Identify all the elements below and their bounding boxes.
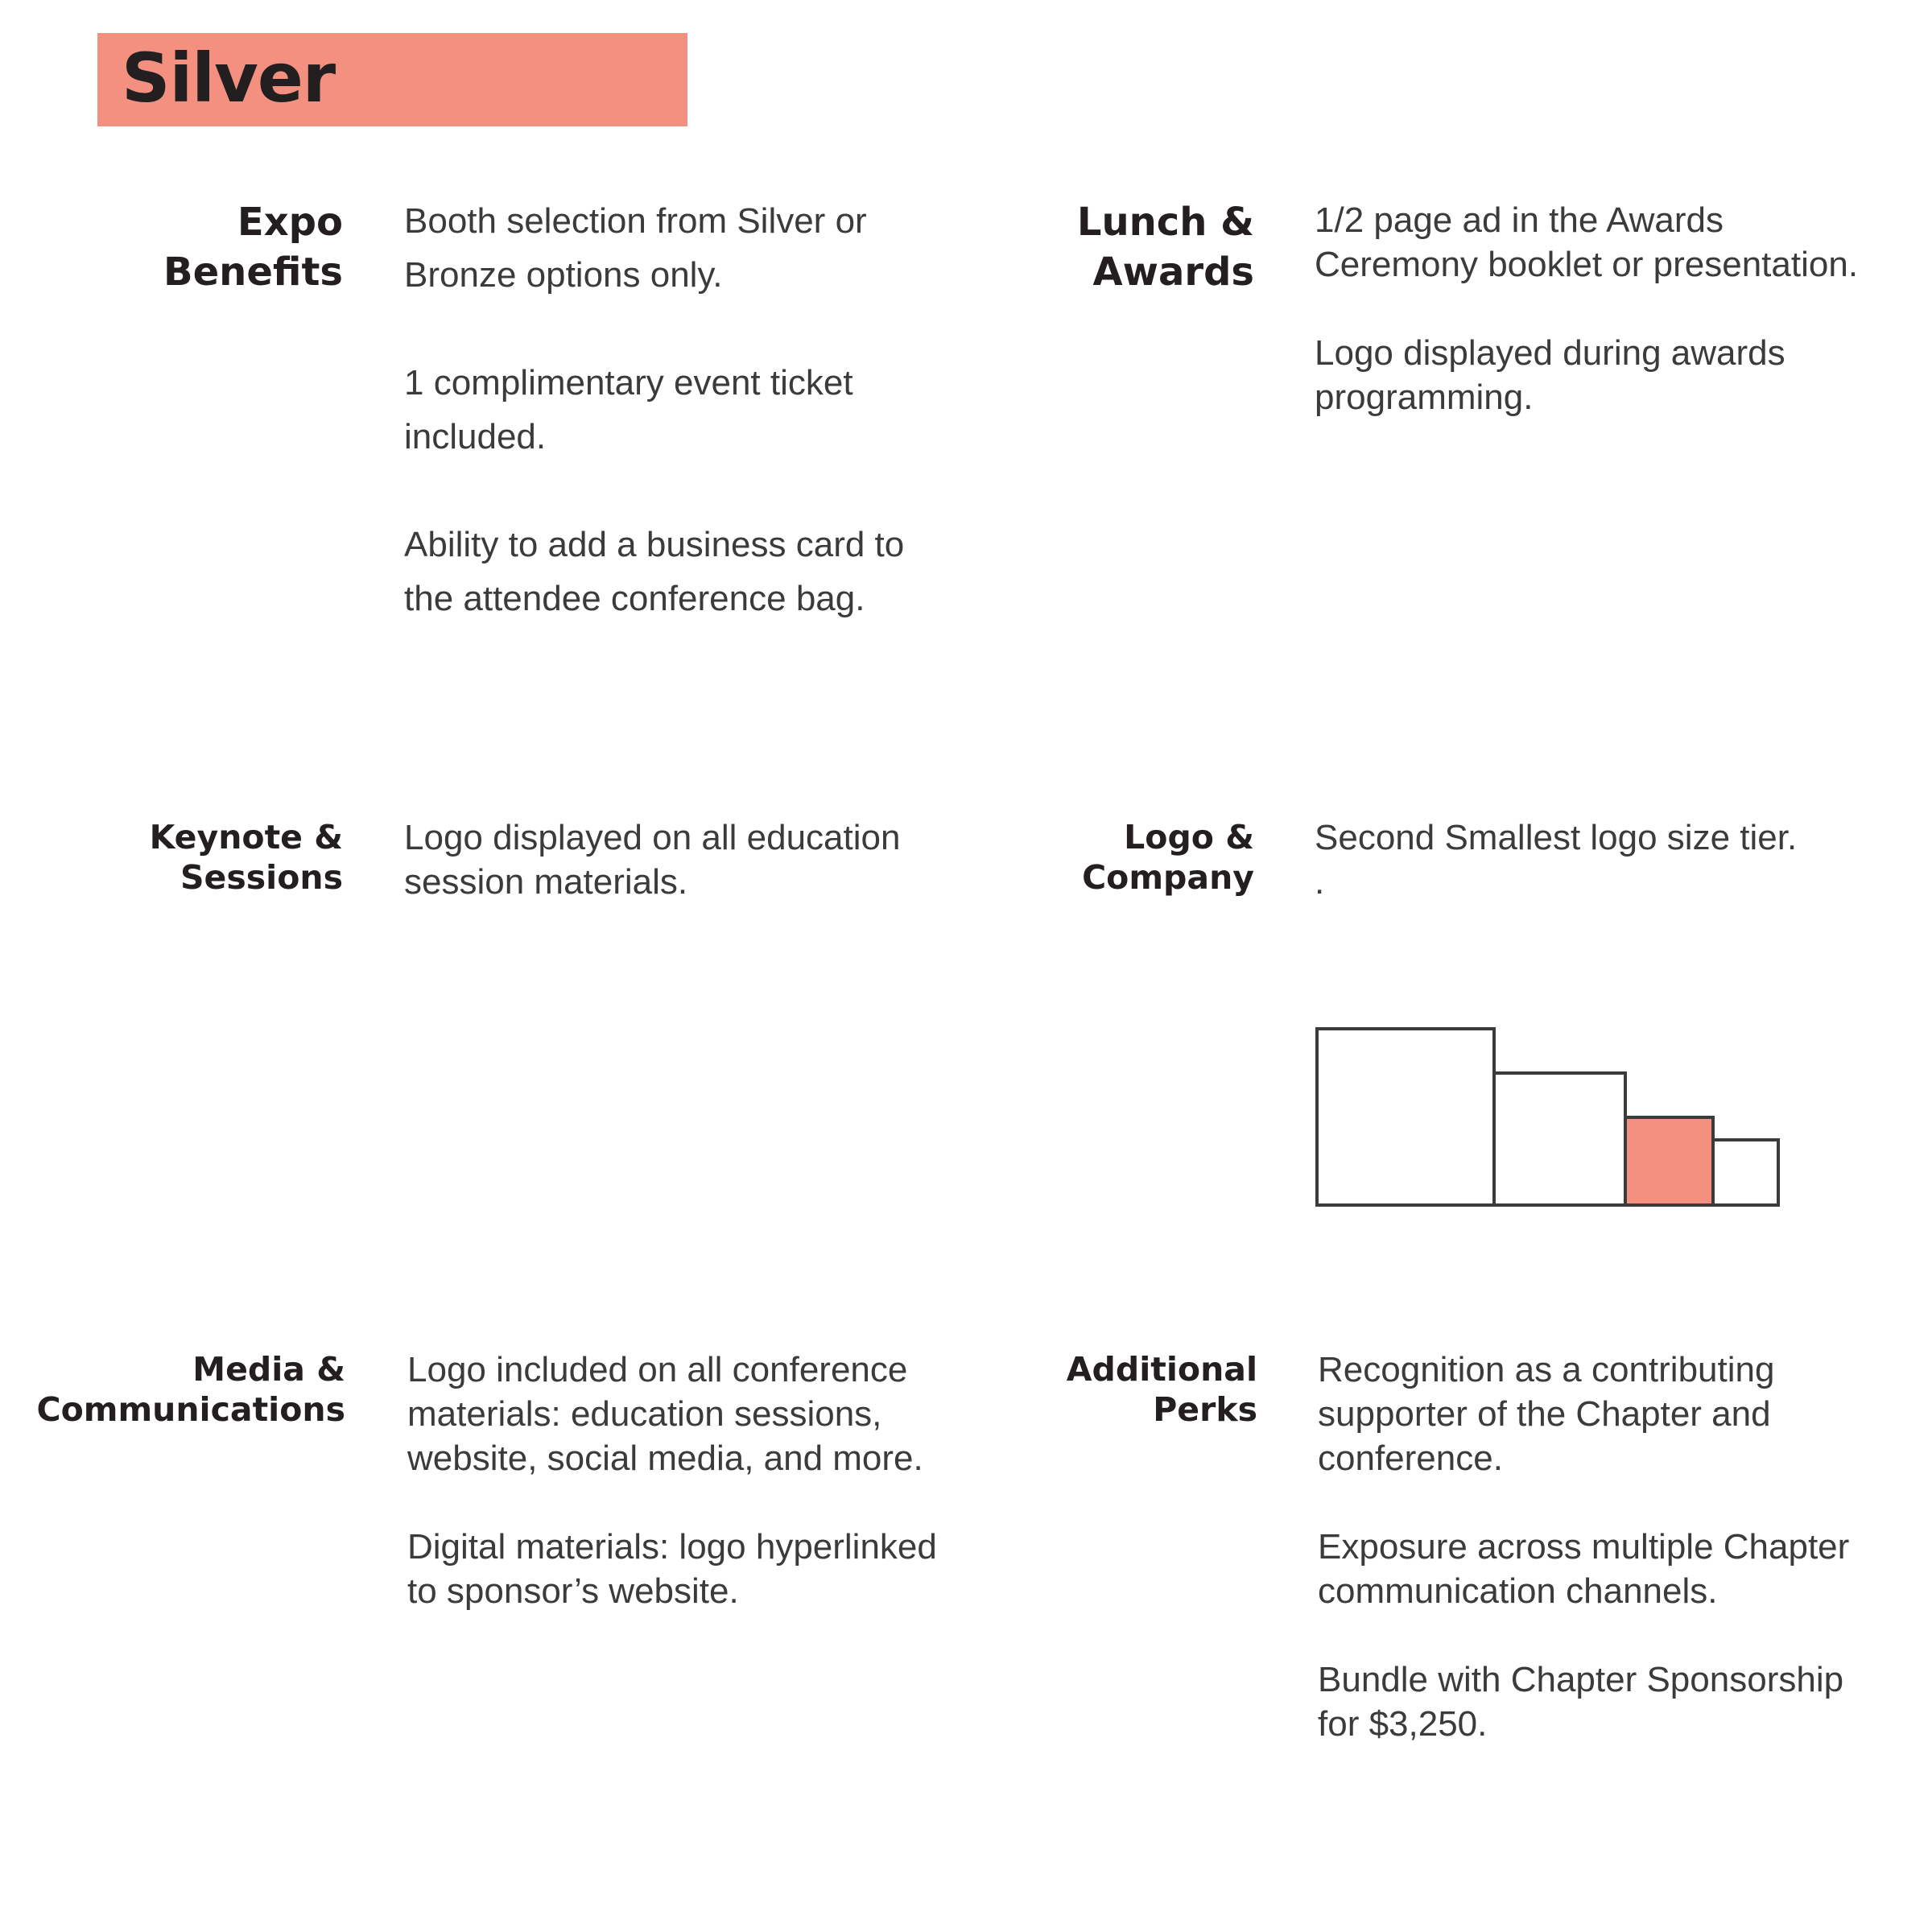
media-paragraph: Logo included on all conference materials: education sessions, website, social media, and more. [407,1350,923,1478]
perks-paragraph: Bundle with Chapter Sponsorship for $3,250. [1318,1660,1844,1744]
media-communications-heading: Media & Communications [36,1350,345,1429]
logo-paragraph: Second Smallest logo size tier. . [1315,818,1798,902]
additional-perks-heading: Additional Perks [1066,1350,1257,1429]
expo-paragraph: Booth selection from Silver or Bronze options only. [404,201,867,295]
perks-paragraph: Exposure across multiple Chapter communication channels. [1318,1527,1850,1611]
expo-benefits-heading: Expo Benefits [163,200,343,295]
logo-size-tier-4 [1713,1140,1778,1205]
logo-company-heading: Logo & Company [1082,818,1254,897]
logo-size-tier-1 [1317,1029,1494,1205]
keynote-sessions-text [404,815,900,904]
additional-perks-text [1318,1348,1849,1746]
lunch-awards-heading: Lunch & Awards [1076,200,1254,295]
logo-size-tier-diagram [1315,1027,1784,1208]
media-communications-text [407,1348,937,1613]
media-paragraph: Digital materials: logo hyperlinked to sponsor’s website. [407,1527,937,1611]
lunch-paragraph: Logo displayed during awards programming. [1315,333,1785,417]
expo-benefits-text [404,194,904,625]
keynote-paragraph: Logo displayed on all education session materials. [404,818,901,902]
expo-paragraph: Ability to add a business card to the attendee conference bag. [404,525,905,618]
lunch-paragraph: 1/2 page ad in the Awards Ceremony booklet or presentation. [1315,200,1859,284]
tier-banner [97,33,687,126]
perks-paragraph: Recognition as a contributing supporter of the Chapter and conference. [1318,1350,1775,1478]
logo-company-text [1315,815,1797,904]
keynote-sessions-heading: Keynote & Sessions [149,818,343,897]
expo-paragraph: 1 complimentary event ticket included. [404,363,853,456]
tier-title: Silver [122,39,336,118]
logo-size-tier-2 [1494,1073,1625,1205]
logo-size-tier-3 [1625,1117,1713,1205]
lunch-awards-text [1315,198,1858,419]
